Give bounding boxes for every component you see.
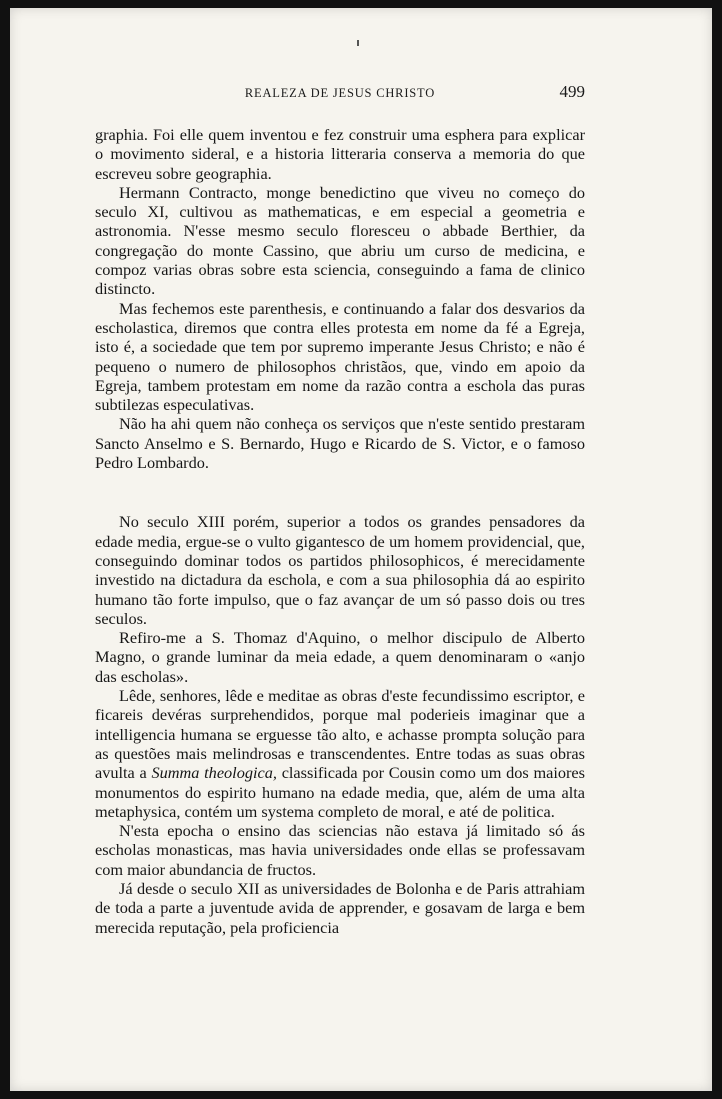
paragraph [95, 686, 585, 821]
paragraph: Hermann Contracto, monge benedictino que viveu no começo do seculo XI, cultivou as mathematicas, e em especial a geometria e astronomia. N'esse mesmo seculo floresceu o abbade Berthier, da congregação do monte Cassino, que abriu um curso de medicina, e compoz varias obras sobre esta sciencia, conseguindo a fama de clinico distincto. [95, 182, 585, 299]
running-title: REALEZA DE JESUS CHRISTO [244, 86, 436, 100]
page-number: 499 [559, 82, 585, 101]
ink-speck [357, 40, 359, 46]
paragraph-text: Lêde, senhores, lêde e meditae as obras d'este fecundissimo escriptor, e ficareis devéras surprehendidos, porque mal poderieis imaginar que a intelligencia humana se erguesse tão alto, e achasse prompta solução para as questões mais melindrosas e transcendentes. Entre todas as suas obras avulta a [95, 686, 585, 783]
paragraph: Não ha ahi quem não conheça os serviços que n'este sentido prestaram Sancto Anselmo e S. Bernardo, Hugo e Ricardo de S. Victor, e o famoso Pedro Lombardo. [95, 414, 585, 473]
paragraph: N'esta epocha o ensino das sciencias não estava já limitado só ás escholas monasticas, mas havia universidades onde ellas se professavam com maior abundancia de fructos. [95, 821, 585, 879]
page-header [95, 82, 585, 108]
paragraph: Já desde o seculo XII as universidades de Bolonha e de Paris attrahiam de toda a parte a juventude avida de apprender, e gosavam de larga e bem merecida reputação, pela proficiencia [95, 878, 585, 937]
section-break [95, 472, 585, 512]
work-title: Summa theologica, [151, 763, 277, 783]
paragraph: No seculo XIII porém, superior a todos os grandes pensadores da edade media, ergue-se o vulto gigantesco de um homem providencial, que, conseguindo dominar todos os partidos philosophicos, é merecidamente investido na dictadura da eschola, e com a sua philosophia dá ao espirito humano tão forte impulso, que o faz avançar de um só passo dois ou tres seculos. [95, 512, 585, 628]
paragraph: graphia. Foi elle quem inventou e fez construir uma esphera para explicar o movimento sideral, e a historia litteraria conserva a memoria do que escreveu sobre geographia. [95, 125, 585, 183]
paragraph: Mas fechemos este parenthesis, e continuando a falar dos desvarios da escholastica, diremos que contra elles protesta em nome da fé a Egreja, isto é, a sociedade que tem por supremo imperante Jesus Christo; e não é pequeno o numero de philosophos christãos, que, vindo em apoio da Egreja, tambem protestam em nome da razão contra a eschola das puras subtilezas especulativas. [95, 298, 585, 415]
paragraph-text: classificada por Cousin como um dos maiores monumentos do espirito humano na edade media, que, além de uma alta metaphysica, contém um systema completo de moral, e até de politica. [95, 763, 585, 821]
body-text [95, 125, 585, 937]
paragraph: Refiro-me a S. Thomaz d'Aquino, o melhor discipulo de Alberto Magno, o grande luminar da meia edade, a quem denominaram o «anjo das escholas». [95, 628, 585, 686]
